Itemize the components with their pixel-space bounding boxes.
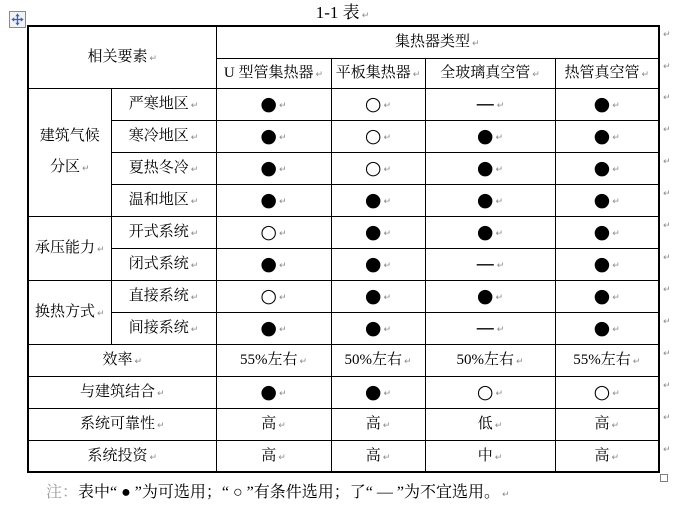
cell-symbol: ● — [593, 93, 611, 115]
paragraph-mark: ↵ — [663, 30, 671, 40]
value-cell[interactable] — [555, 440, 659, 472]
column-header-label: 热管真空管 — [564, 65, 640, 81]
value-cell[interactable] — [425, 152, 555, 184]
paragraph-mark: ↵ — [190, 133, 199, 143]
paragraph-mark: ↵ — [495, 165, 504, 175]
cell-symbol: ● — [476, 157, 494, 179]
cell-symbol: ● — [260, 189, 278, 211]
value-cell[interactable] — [331, 312, 425, 344]
row-label-cell[interactable] — [111, 120, 216, 152]
paragraph-mark: ↵ — [361, 11, 370, 21]
cell-text: 高 — [365, 416, 381, 432]
cell-text: 高 — [594, 447, 610, 464]
paragraph-mark: ↵ — [663, 221, 671, 231]
header-factors-label: 相关要素 — [87, 49, 148, 66]
table-footnote[interactable] — [46, 483, 510, 503]
cell-text: 高 — [365, 447, 381, 464]
paragraph-mark: ↵ — [279, 165, 287, 175]
value-cell[interactable] — [331, 280, 425, 312]
paragraph-mark: ↵ — [412, 70, 421, 80]
row-label: 效率 — [102, 352, 133, 368]
paragraph-mark: ↵ — [190, 325, 199, 335]
row-label-cell[interactable] — [111, 184, 216, 216]
value-cell[interactable] — [555, 152, 659, 184]
paragraph-mark: ↵ — [383, 261, 392, 271]
table-title-text: 1-1 表 — [315, 3, 360, 22]
cell-text: 55%左右 — [239, 352, 298, 368]
paragraph-mark: ↵ — [149, 452, 158, 463]
table-resize-handle[interactable] — [660, 474, 668, 482]
paragraph-mark: ↵ — [612, 261, 620, 271]
value-cell[interactable] — [555, 184, 659, 216]
paragraph-mark: ↵ — [663, 413, 671, 423]
paragraph-mark: ↵ — [279, 293, 287, 303]
paragraph-mark: ↵ — [612, 197, 620, 207]
value-cell[interactable] — [555, 280, 659, 312]
paragraph-mark: ↵ — [641, 70, 650, 80]
cell-text: 55%左右 — [573, 352, 631, 368]
cell-text: 高 — [261, 447, 277, 464]
row-label-cell[interactable] — [111, 152, 216, 184]
paragraph-mark: ↵ — [611, 452, 620, 463]
paragraph-mark: ↵ — [96, 245, 105, 255]
paragraph-mark: ↵ — [279, 133, 287, 143]
paragraph-mark: ↵ — [96, 309, 105, 319]
paragraph-mark: ↵ — [495, 197, 504, 207]
value-cell[interactable] — [555, 408, 659, 440]
cell-symbol: — — [475, 317, 495, 339]
value-cell[interactable] — [555, 248, 659, 280]
paragraph-mark: ↵ — [383, 325, 392, 335]
value-cell[interactable] — [216, 152, 331, 184]
value-cell[interactable] — [216, 344, 331, 376]
cell-text: 高 — [261, 416, 277, 432]
cell-symbol: ● — [260, 317, 278, 339]
paragraph-mark: ↵ — [612, 133, 620, 143]
value-cell[interactable] — [425, 344, 555, 376]
paragraph-mark: ↵ — [299, 357, 308, 367]
paragraph-mark: ↵ — [496, 325, 505, 335]
value-cell[interactable] — [425, 376, 555, 408]
paragraph-mark: ↵ — [279, 229, 287, 239]
paragraph-mark: ↵ — [278, 421, 286, 431]
cell-symbol: ○ — [593, 381, 611, 403]
cell-symbol: ● — [260, 253, 278, 275]
cell-symbol: ● — [364, 221, 382, 243]
header-collector-type-label: 集热器类型 — [394, 34, 470, 51]
paragraph-mark: ↵ — [632, 357, 641, 367]
row-label: 严寒地区 — [128, 96, 189, 112]
paragraph-mark: ↵ — [496, 261, 505, 271]
value-cell[interactable] — [331, 440, 425, 472]
value-cell[interactable] — [216, 440, 331, 472]
paragraph-mark: ↵ — [663, 93, 671, 103]
value-cell[interactable] — [555, 312, 659, 344]
paragraph-mark: ↵ — [190, 293, 199, 303]
value-cell[interactable] — [425, 248, 555, 280]
value-cell[interactable] — [331, 88, 425, 120]
cell-symbol: ● — [593, 189, 611, 211]
row-label: 夏热冬冷 — [128, 160, 189, 176]
value-cell[interactable] — [331, 344, 425, 376]
cell-symbol: ● — [476, 189, 494, 211]
paragraph-mark: ↵ — [190, 101, 199, 111]
value-cell[interactable] — [555, 376, 659, 408]
paragraph-mark: ↵ — [382, 421, 391, 431]
cell-symbol: ● — [593, 221, 611, 243]
group-cell-climate[interactable] — [28, 88, 111, 216]
paragraph-mark: ↵ — [383, 101, 392, 111]
paragraph-mark: ↵ — [494, 452, 503, 463]
paragraph-mark: ↵ — [383, 293, 392, 303]
cell-symbol: ● — [364, 189, 382, 211]
paragraph-mark: ↵ — [612, 389, 620, 399]
cell-symbol: ● — [364, 253, 382, 275]
column-header-label: 平板集热器 — [335, 65, 411, 81]
paragraph-mark: ↵ — [156, 389, 165, 399]
paragraph-mark: ↵ — [663, 125, 671, 135]
cell-symbol: ● — [593, 253, 611, 275]
value-cell[interactable] — [555, 88, 659, 120]
cell-symbol: ○ — [364, 125, 382, 147]
paragraph-mark: ↵ — [315, 70, 324, 80]
header-cell-flat-plate[interactable] — [331, 58, 425, 88]
value-cell[interactable] — [216, 216, 331, 248]
value-cell[interactable] — [331, 120, 425, 152]
paragraph-mark: ↵ — [612, 293, 620, 303]
paragraph-mark: ↵ — [279, 197, 287, 207]
cell-symbol: ○ — [260, 285, 278, 307]
paragraph-mark: ↵ — [279, 261, 287, 271]
paragraph-mark: ↵ — [663, 62, 671, 72]
paragraph-mark: ↵ — [611, 421, 620, 431]
header-cell-factors[interactable] — [28, 26, 216, 88]
cell-symbol: ● — [260, 125, 278, 147]
row-label-cell[interactable] — [111, 312, 216, 344]
header-cell-heat-pipe[interactable] — [555, 58, 659, 88]
group-cell-heat-exchange[interactable] — [28, 280, 111, 344]
paragraph-mark: ↵ — [156, 421, 165, 431]
paragraph-mark: ↵ — [495, 389, 504, 399]
cell-text: 高 — [594, 416, 610, 432]
paragraph-mark: ↵ — [612, 165, 620, 175]
cell-text: 50%左右 — [344, 352, 402, 368]
value-cell[interactable] — [331, 408, 425, 440]
paragraph-mark: ↵ — [663, 189, 671, 199]
row-label-cell[interactable] — [111, 88, 216, 120]
paragraph-mark: ↵ — [383, 165, 392, 175]
paragraph-mark: ↵ — [494, 421, 503, 431]
row-label: 间接系统 — [128, 320, 189, 336]
value-cell[interactable] — [425, 312, 555, 344]
table-title[interactable] — [27, 3, 658, 22]
value-cell[interactable] — [331, 248, 425, 280]
value-cell[interactable] — [216, 120, 331, 152]
summary-label-cell-reliability[interactable] — [28, 408, 216, 440]
header-cell-all-glass[interactable] — [425, 58, 555, 88]
footnote-prefix: 注： — [46, 484, 79, 501]
cell-symbol: — — [475, 93, 495, 115]
value-cell[interactable] — [425, 408, 555, 440]
group-label: 换热方式 — [34, 304, 95, 320]
group-label-line: 分区 — [49, 159, 80, 175]
column-header-label: U 型管集热器 — [223, 65, 314, 81]
value-cell[interactable] — [216, 184, 331, 216]
collector-comparison-table[interactable] — [27, 25, 660, 473]
paragraph-mark: ↵ — [279, 101, 287, 111]
paragraph-mark: ↵ — [663, 381, 671, 391]
paragraph-mark: ↵ — [383, 389, 392, 399]
cell-symbol: ● — [593, 157, 611, 179]
paragraph-mark: ↵ — [382, 452, 391, 463]
footnote-body: 表中“ ● ”为可选用；“ ○ ”有条件选用；了“ — ”为不宜选用。 — [78, 484, 500, 501]
cell-symbol: ○ — [476, 381, 494, 403]
row-label: 系统投资 — [87, 447, 148, 464]
column-header-label: 全玻璃真空管 — [440, 65, 531, 81]
value-cell[interactable] — [331, 216, 425, 248]
group-label: 承压能力 — [34, 240, 95, 256]
value-cell[interactable] — [425, 440, 555, 472]
paragraph-mark: ↵ — [190, 229, 199, 239]
header-cell-u-tube[interactable] — [216, 58, 331, 88]
row-label: 闭式系统 — [128, 256, 189, 272]
group-label-line: 建筑气候 — [39, 128, 100, 144]
paragraph-mark: ↵ — [383, 229, 392, 239]
paragraph-mark: ↵ — [278, 452, 286, 463]
cell-symbol: ● — [593, 125, 611, 147]
cell-symbol: ● — [364, 317, 382, 339]
row-label: 开式系统 — [128, 224, 189, 240]
value-cell[interactable] — [331, 152, 425, 184]
row-label: 温和地区 — [128, 192, 189, 208]
paragraph-mark: ↵ — [81, 164, 90, 174]
cell-text: 中 — [477, 447, 493, 464]
cell-symbol: ● — [260, 157, 278, 179]
paragraph-mark: ↵ — [663, 157, 671, 167]
paragraph-mark: ↵ — [612, 101, 620, 111]
cell-symbol: ● — [476, 125, 494, 147]
row-label-cell[interactable] — [111, 216, 216, 248]
value-cell[interactable] — [555, 120, 659, 152]
paragraph-mark: ↵ — [663, 317, 671, 327]
value-cell[interactable] — [425, 280, 555, 312]
paragraph-mark: ↵ — [190, 197, 199, 207]
cell-symbol: ● — [476, 221, 494, 243]
paragraph-mark: ↵ — [495, 293, 504, 303]
paragraph-mark: ↵ — [149, 54, 158, 65]
cell-text: 低 — [477, 416, 493, 432]
move-arrows-icon — [11, 13, 24, 26]
value-cell[interactable] — [216, 408, 331, 440]
paragraph-mark: ↵ — [279, 389, 287, 399]
header-cell-collector-type[interactable] — [216, 26, 659, 58]
row-label: 与建筑结合 — [79, 384, 155, 400]
row-label-cell[interactable] — [111, 248, 216, 280]
row-label-cell[interactable] — [111, 280, 216, 312]
cell-symbol: ○ — [364, 93, 382, 115]
cell-symbol: ○ — [260, 221, 278, 243]
group-cell-pressure[interactable] — [28, 216, 111, 280]
paragraph-mark: ↵ — [663, 349, 671, 359]
cell-text: 50%左右 — [456, 352, 514, 368]
cell-symbol: ● — [476, 285, 494, 307]
cell-symbol: ● — [260, 381, 278, 403]
cell-symbol: ● — [593, 285, 611, 307]
paragraph-mark: ↵ — [403, 357, 412, 367]
paragraph-mark: ↵ — [279, 325, 287, 335]
row-label: 系统可靠性 — [79, 416, 155, 432]
cell-symbol: ● — [593, 317, 611, 339]
value-cell[interactable] — [216, 88, 331, 120]
paragraph-mark: ↵ — [190, 261, 199, 271]
value-cell[interactable] — [425, 216, 555, 248]
value-cell[interactable] — [331, 184, 425, 216]
summary-label-cell-building[interactable] — [28, 376, 216, 408]
paragraph-mark: ↵ — [663, 253, 671, 263]
paragraph-mark: ↵ — [134, 357, 143, 367]
paragraph-mark: ↵ — [663, 285, 671, 295]
summary-label-cell-efficiency[interactable] — [28, 344, 216, 376]
paragraph-mark: ↵ — [496, 101, 505, 111]
value-cell[interactable] — [555, 344, 659, 376]
paragraph-mark: ↵ — [383, 197, 392, 207]
cell-symbol: — — [475, 253, 495, 275]
paragraph-mark: ↵ — [663, 445, 671, 455]
paragraph-mark: ↵ — [471, 39, 480, 50]
row-label: 直接系统 — [128, 288, 189, 304]
paragraph-mark: ↵ — [612, 325, 620, 335]
paragraph-mark: ↵ — [190, 165, 199, 175]
value-cell[interactable] — [216, 376, 331, 408]
value-cell[interactable] — [216, 312, 331, 344]
row-label: 寒冷地区 — [128, 128, 189, 144]
paragraph-mark: ↵ — [501, 490, 510, 500]
cell-symbol: ● — [364, 285, 382, 307]
value-cell[interactable] — [216, 280, 331, 312]
value-cell[interactable] — [425, 88, 555, 120]
value-cell[interactable] — [555, 216, 659, 248]
value-cell[interactable] — [425, 120, 555, 152]
paragraph-mark: ↵ — [383, 133, 392, 143]
summary-label-cell-investment[interactable] — [28, 440, 216, 472]
paragraph-mark: ↵ — [612, 229, 620, 239]
paragraph-mark: ↵ — [515, 357, 524, 367]
value-cell[interactable] — [216, 248, 331, 280]
paragraph-mark: ↵ — [495, 133, 504, 143]
cell-symbol: ● — [364, 381, 382, 403]
cell-symbol: ● — [260, 93, 278, 115]
table-move-handle[interactable] — [9, 11, 26, 28]
cell-symbol: ○ — [364, 157, 382, 179]
paragraph-mark: ↵ — [532, 70, 540, 80]
value-cell[interactable] — [331, 376, 425, 408]
paragraph-mark: ↵ — [495, 229, 504, 239]
value-cell[interactable] — [425, 184, 555, 216]
